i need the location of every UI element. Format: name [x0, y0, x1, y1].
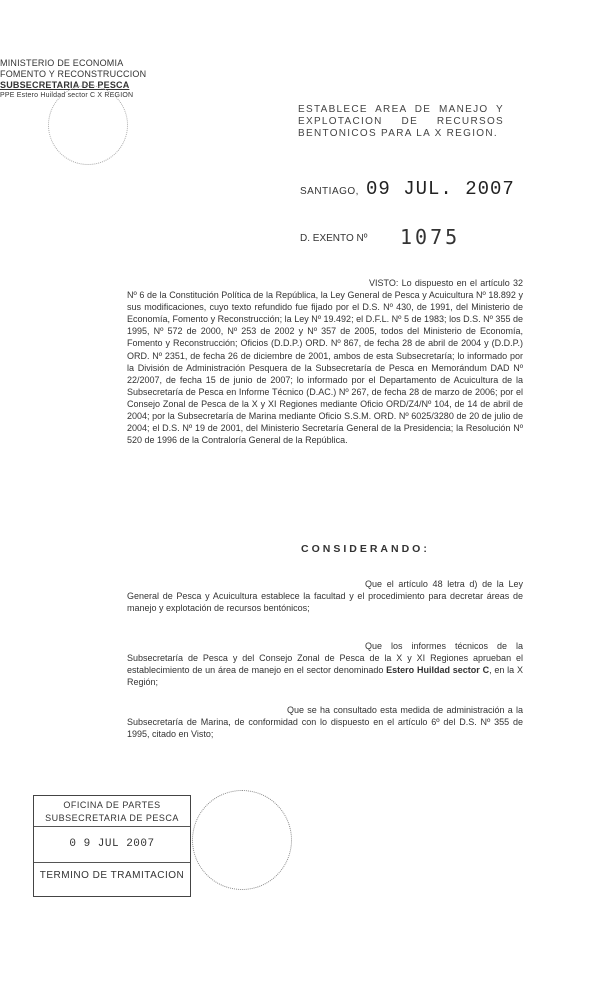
stamp-divider [34, 826, 190, 827]
considerando-paragraph-3: Que se ha consultado esta medida de administración a la Subsecretaría de Marina, de conformidad con lo dispuesto en el artículo 6º del D.S. Nº 355 de 1995, citado en Visto; [127, 705, 523, 740]
considerando-2-end: , en la X Región; [127, 665, 523, 688]
ministry-line-3: SUBSECRETARIA DE PESCA [0, 80, 130, 90]
stamp-divider-2 [34, 862, 190, 863]
oficina-partes-stamp [33, 795, 191, 897]
date-stamp: 09 JUL. 2007 [366, 178, 515, 200]
considerando-heading: CONSIDERANDO: [301, 543, 430, 555]
sector-name: Estero Huildad sector C [386, 665, 490, 676]
round-seal-stamp [192, 790, 292, 890]
stamp-date: 0 9 JUL 2007 [69, 838, 155, 850]
decree-label: D. EXENTO Nº [300, 233, 368, 244]
stamp-footer: TERMINO DE TRAMITACION [39, 870, 185, 881]
stamp-line-1: OFICINA DE PARTES [63, 800, 161, 810]
place-label: SANTIAGO, [300, 186, 359, 197]
ministry-line-2: FOMENTO Y RECONSTRUCCION [0, 69, 147, 79]
considerando-paragraph-2 [127, 640, 523, 688]
considerando-paragraph-1: Que el artículo 48 letra d) de la Ley General de Pesca y Acuicultura establece la facultad y el procedimiento para decretar áreas de manejo y explotación de recursos bentónicos; [127, 579, 523, 614]
document-title: ESTABLECE AREA DE MANEJO Y EXPLOTACION DE RECURSOS BENTONICOS PARA LA X REGION. [298, 104, 504, 139]
considerando-2-text: Que los informes técnicos de la Subsecretaría de Pesca y del Consejo Zonal de Pesca de la X y XI Regiones aprueban el establecimiento de un área de manejo en el sector denominado [127, 641, 523, 676]
ministry-line-1: MINISTERIO DE ECONOMIA [0, 58, 124, 68]
decree-number: 1075 [400, 225, 461, 249]
faint-seal-stamp [48, 85, 128, 165]
visto-paragraph: VISTO: Lo dispuesto en el artículo 32 Nº 6 de la Constitución Política de la República, la Ley General de Pesca y Acuicultura Nº 18.892 y sus modificaciones, cuyo texto refundido fue fijado por el D.S. Nº 430, de 1991, del Ministerio de Economía, Fomento y Reconstrucción; la Ley Nº 19.492; el D.F.L. Nº 5 de 1983; los D.S. Nº 355 de 1995, Nº 572 de 2000, Nº 253 de 2002 y Nº 357 de 2005, todos del Ministerio de Economía, Fomento y Reconstrucción; Oficios (D.D.P.) ORD. Nº 867, de fecha 28 de abril de 2004 y (D.D.P.) ORD. Nº 2351, de fecha 26 de diciembre de 2001, ambos de esta Subsecretaría; lo informado por la División de Administración Pesquera de la Subsecretaría de Pesca en Memorándum DAD Nº 22/2007, de fecha 15 de junio de 2007; lo informado por el Departamento de Acuicultura de la Subsecretaría de Pesca en Informe Técnico (D.AC.) Nº 267, de fecha 28 de marzo de 2006; por el Consejo Zonal de Pesca de la X y XI Regiones mediante Oficio ORD/Z4/Nº 104, de 14 de abril de 2004; por la Subsecretaría de Marina mediante Oficio S.S.M. ORD. Nº 6025/3280 de 20 de julio de 2004; el D.S. Nº 19 de 2001, del Ministerio Secretaría General de la Presidencia; la Resolución Nº 520 de 1996 de la Contraloría General de la República. [127, 278, 523, 446]
stamp-line-2: SUBSECRETARIA DE PESCA [45, 813, 179, 823]
ministry-line-4: PPE Estero Huildad sector C X REGION [0, 92, 134, 99]
